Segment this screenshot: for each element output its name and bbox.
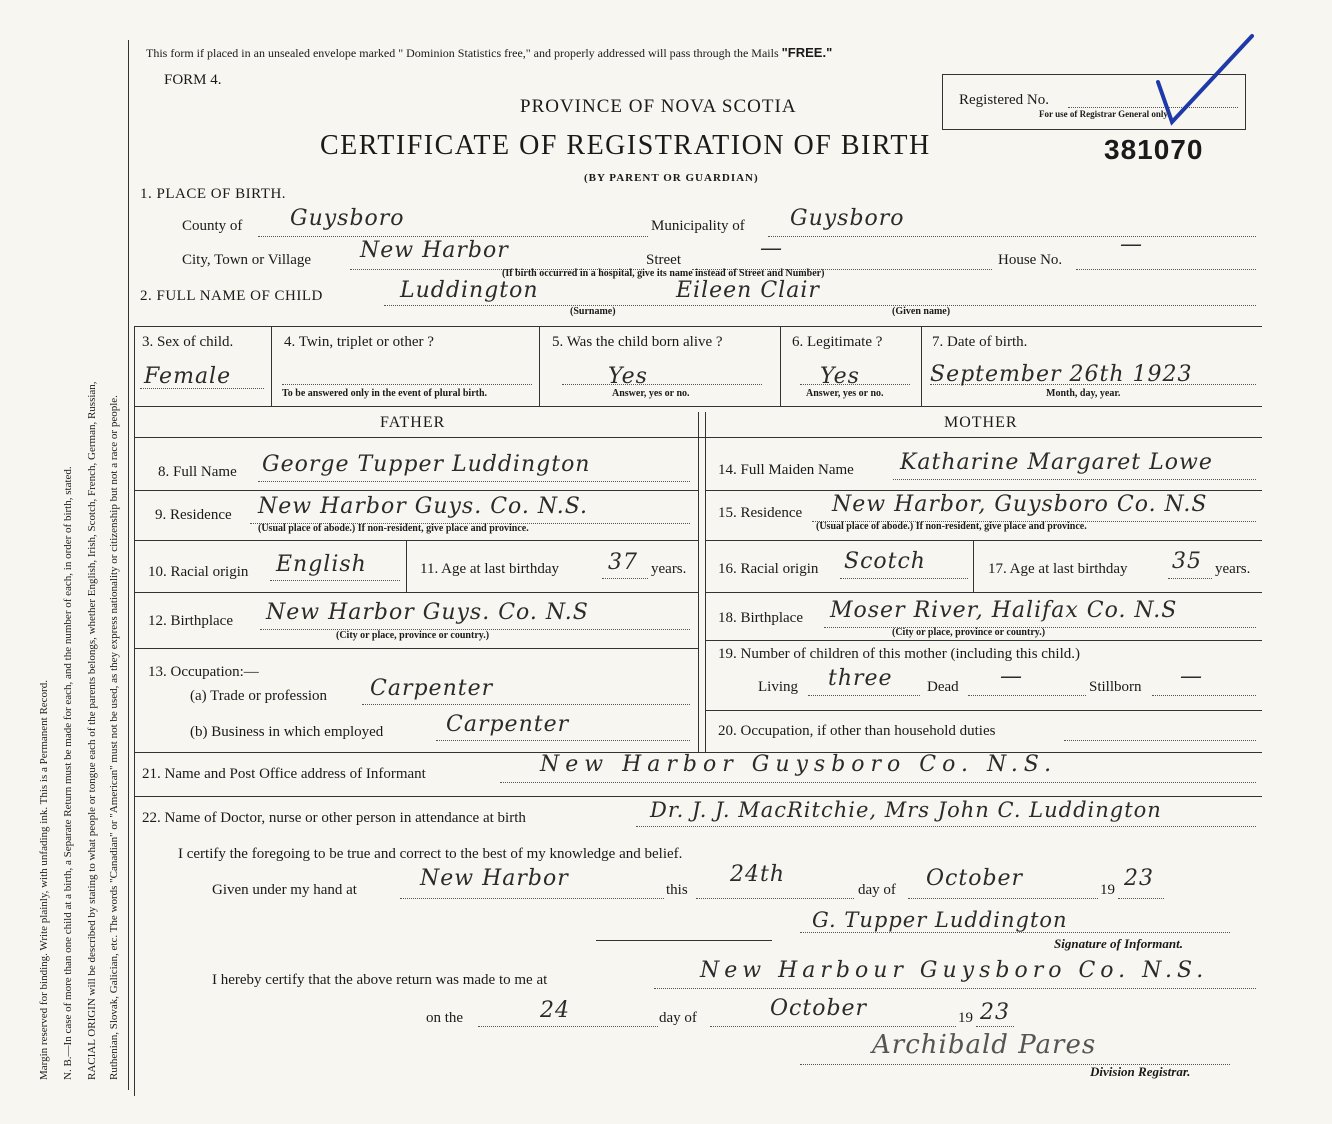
mother-residence-note: (Usual place of abode.) If non-resident, give place and province. — [816, 521, 1087, 532]
father-residence-note: (Usual place of abode.) If non-resident, give place and province. — [258, 523, 529, 534]
mother-children-label: 19. Number of children of this mother (including this child.) — [718, 646, 1081, 662]
municipality-value: Guysboro — [790, 206, 905, 231]
given-under-label: Given under my hand at — [212, 882, 357, 898]
father-birthplace-value: New Harbor Guys. Co. N.S — [266, 600, 589, 625]
legitimate-note: Answer, yes or no. — [806, 388, 884, 399]
father-name-label: 8. Full Name — [158, 464, 237, 480]
child-given-name: Eileen Clair — [676, 278, 820, 303]
living-value: three — [828, 666, 893, 691]
registration-number: 381070 — [1104, 134, 1204, 165]
registrar-caption: Division Registrar. — [1090, 1064, 1191, 1079]
father-age-value: 37 — [608, 550, 638, 575]
this-label: this — [666, 882, 688, 898]
father-birthplace-label: 12. Birthplace — [148, 613, 233, 629]
mother-age-label: 17. Age at last birthday — [988, 561, 1128, 577]
return-month-value: October — [770, 996, 868, 1021]
doctor-value: Dr. J. J. MacRitchie, Mrs John C. Luddington — [650, 798, 1162, 822]
child-surname: Luddington — [400, 278, 539, 303]
informant-label: 21. Name and Post Office address of Informant — [142, 766, 426, 782]
father-race-label: 10. Racial origin — [148, 564, 249, 580]
hospital-note: (If birth occurred in a hospital, give its name instead of Street and Number) — [502, 268, 825, 279]
alive-label: 5. Was the child born alive ? — [552, 334, 723, 350]
return-year-prefix: 19 — [958, 1010, 973, 1026]
return-place-value: New Harbour Guysboro Co. N.S. — [700, 958, 1209, 983]
dead-value: — — [1000, 664, 1023, 689]
given-place-value: New Harbor — [420, 866, 569, 891]
house-label: House No. — [998, 252, 1063, 268]
informant-signature-caption: Signature of Informant. — [1054, 936, 1183, 951]
twin-label: 4. Twin, triplet or other ? — [284, 334, 434, 350]
registered-no-label: Registered No. — [959, 92, 1049, 108]
certify-statement: I certify the foregoing to be true and correct to the best of my knowledge and belief. — [178, 846, 683, 862]
return-year-value: 23 — [980, 1000, 1010, 1025]
return-day-of-label: day of — [659, 1010, 697, 1026]
dead-label: Dead — [927, 679, 959, 695]
mother-birthplace-note: (City or place, province or country.) — [892, 627, 1046, 638]
street-value: — — [760, 236, 783, 261]
stillborn-value: — — [1180, 664, 1203, 689]
form-number: FORM 4. — [164, 72, 222, 88]
certificate-subtitle: (BY PARENT OR GUARDIAN) — [584, 172, 759, 184]
father-race-value: English — [276, 552, 367, 577]
house-value: — — [1120, 232, 1143, 257]
father-business-label: (b) Business in which employed — [190, 724, 384, 740]
province-heading: PROVINCE OF NOVA SCOTIA — [520, 96, 797, 117]
mother-race-value: Scotch — [844, 549, 926, 574]
street-label: Street — [646, 252, 681, 268]
mother-occupation-label: 20. Occupation, if other than household duties — [718, 723, 996, 739]
alive-value: Yes — [608, 364, 648, 389]
given-caption: (Given name) — [892, 306, 951, 317]
alive-note: Answer, yes or no. — [612, 388, 690, 399]
mother-birthplace-label: 18. Birthplace — [718, 610, 803, 626]
given-year-prefix: 19 — [1100, 882, 1115, 898]
father-birthplace-note: (City or place, province or country.) — [336, 630, 490, 641]
stillborn-label: Stillborn — [1089, 679, 1142, 695]
municipality-label: Municipality of — [651, 218, 745, 234]
dob-note: Month, day, year. — [1046, 388, 1121, 399]
registrar-signature: Archibald Pares — [872, 1030, 1097, 1060]
given-year-value: 23 — [1124, 866, 1154, 891]
day-of-label: day of — [858, 882, 896, 898]
mother-residence-value: New Harbor, Guysboro Co. N.S — [832, 492, 1208, 517]
doctor-label: 22. Name of Doctor, nurse or other person in attendance at birth — [142, 810, 526, 826]
mother-residence-label: 15. Residence — [718, 505, 803, 521]
on-the-label: on the — [426, 1010, 464, 1026]
twin-note: To be answered only in the event of plural birth. — [282, 388, 488, 399]
margin-rule — [128, 40, 129, 1090]
margin-note-racial-origin-2: Ruthenian, Slovak, Galician, etc. The words "Canadian" or "American" must not be used, as they express nationality or citizenship but not a race or people. — [108, 395, 120, 1080]
father-residence-label: 9. Residence — [155, 507, 232, 523]
mother-heading: MOTHER — [944, 414, 1018, 431]
informant-signature: G. Tupper Luddington — [812, 908, 1068, 932]
return-label: I hereby certify that the above return was made to me at — [212, 972, 548, 988]
margin-note-racial-origin-1: RACIAL ORIGIN will be described by stating to what people or tongue each of the parents belongs, whether English, Irish, Scotch, French, German, Russian, — [86, 381, 98, 1080]
certificate-title: CERTIFICATE OF REGISTRATION OF BIRTH — [320, 130, 931, 161]
sex-label: 3. Sex of child. — [142, 334, 234, 350]
sex-value: Female — [144, 364, 232, 389]
surname-caption: (Surname) — [570, 306, 616, 317]
check-mark-icon — [1150, 30, 1260, 130]
father-trade-label: (a) Trade or profession — [190, 688, 328, 704]
father-residence-value: New Harbor Guys. Co. N.S. — [258, 494, 588, 519]
mother-years-label: years. — [1215, 561, 1251, 577]
mail-note: This form if placed in an unsealed envelope marked " Dominion Statistics free," and properly addressed will pass through the Mails "FREE." — [146, 45, 833, 60]
margin-note-binding: Margin reserved for binding. Write plainly, with unfading ink. This is a Permanent Record. — [38, 680, 50, 1080]
registrar-note: For use of Registrar General only. — [1039, 109, 1170, 119]
given-month-value: October — [926, 866, 1024, 891]
father-name-value: George Tupper Luddington — [262, 452, 591, 477]
dob-value: September 26th 1923 — [930, 362, 1193, 387]
mother-name-value: Katharine Margaret Lowe — [900, 450, 1213, 475]
legitimate-value: Yes — [820, 364, 860, 389]
dob-label: 7. Date of birth. — [932, 334, 1028, 350]
place-heading: 1. PLACE OF BIRTH. — [140, 186, 287, 202]
father-occupation-label: 13. Occupation:— — [148, 664, 259, 680]
city-label: City, Town or Village — [182, 252, 312, 268]
city-value: New Harbor — [360, 238, 509, 263]
county-value: Guysboro — [290, 206, 405, 231]
father-business-value: Carpenter — [446, 712, 570, 737]
margin-note-plural-births: N. B.—In case of more than one child at a birth, a Separate Return must be made for each, and the number of each, in order of birth, stated. — [62, 466, 74, 1080]
legitimate-label: 6. Legitimate ? — [792, 334, 883, 350]
living-label: Living — [758, 679, 798, 695]
mother-birthplace-value: Moser River, Halifax Co. N.S — [830, 598, 1178, 623]
father-age-label: 11. Age at last birthday — [420, 561, 559, 577]
child-name-label: 2. FULL NAME OF CHILD — [140, 288, 323, 304]
county-label: County of — [182, 218, 243, 234]
father-heading: FATHER — [380, 414, 446, 431]
father-trade-value: Carpenter — [370, 676, 494, 701]
mother-age-value: 35 — [1172, 549, 1202, 574]
mother-race-label: 16. Racial origin — [718, 561, 819, 577]
father-years-label: years. — [651, 561, 687, 577]
given-day-value: 24th — [730, 862, 786, 887]
return-day-value: 24 — [540, 998, 570, 1023]
mother-name-label: 14. Full Maiden Name — [718, 462, 854, 478]
informant-value: New Harbor Guysboro Co. N.S. — [540, 752, 1058, 777]
